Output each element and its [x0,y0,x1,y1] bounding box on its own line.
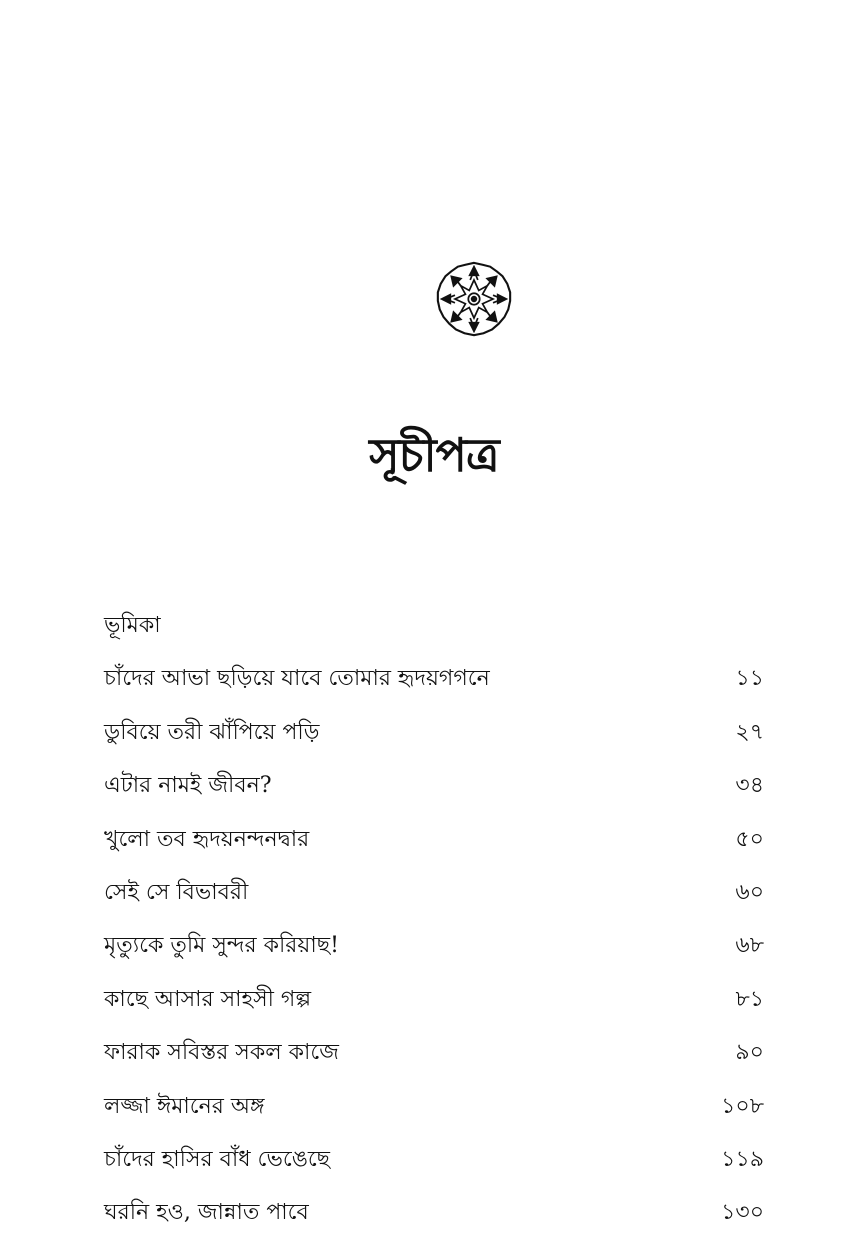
toc-entry [0,1134,868,1187]
toc-entry-title: চাঁদের আভা ছড়িয়ে যাবে তোমার হৃদয়গগনে [104,666,490,692]
toc-entry-page: ১৩০ [721,1200,764,1226]
toc-entry-title: মৃত্যুকে তুমি সুন্দর করিয়াছ! [104,933,339,959]
toc-entry [0,653,868,706]
toc-entry-page: ৮১ [735,986,764,1012]
toc-entry [0,600,868,653]
mandala-ornament-icon [433,260,515,338]
toc-entry [0,814,868,867]
toc-entry-page: ১০৮ [721,1093,764,1119]
toc-entry-title: ডুবিয়ে তরী ঝাঁপিয়ে পড়ি [104,719,320,745]
toc-entry-title: ভূমিকা [104,613,161,638]
toc-entry-page: ৫০ [735,826,764,852]
table-of-contents [0,600,868,1241]
toc-entry-page: ১১৯ [721,1146,764,1172]
toc-entry [0,974,868,1027]
toc-entry [0,920,868,973]
toc-entry-page: ৩৪ [735,773,764,799]
toc-entry [0,760,868,813]
toc-entry [0,1081,868,1134]
toc-entry-page: ২৭ [735,719,764,745]
toc-entry-title: লজ্জা ঈমানের অঙ্গ [104,1093,265,1119]
toc-entry-page: ৬৮ [735,933,764,959]
toc-entry-page: ৬০ [735,879,764,905]
toc-entry [0,1027,868,1080]
toc-entry-title: খুলো তব হৃদয়নন্দনদ্বার [104,826,310,852]
toc-entry [0,867,868,920]
toc-entry-page: ১১ [735,666,764,692]
page-title: সূচীপত্র [369,428,499,482]
toc-entry-title: সেই সে বিভাবরী [104,879,249,905]
toc-entry-title: ঘরনি হও, জান্নাত পাবে [104,1200,309,1226]
toc-entry-title: এটার নামই জীবন? [104,773,272,799]
toc-entry [0,707,868,760]
toc-entry-page: ৯০ [735,1040,764,1066]
toc-entry [0,1187,868,1240]
toc-entry-title: ফারাক সবিস্তর সকল কাজে [104,1040,339,1066]
toc-entry-title: চাঁদের হাসির বাঁধ ভেঙেছে [104,1146,331,1172]
toc-entry-title: কাছে আসার সাহসী গল্প [104,986,312,1012]
